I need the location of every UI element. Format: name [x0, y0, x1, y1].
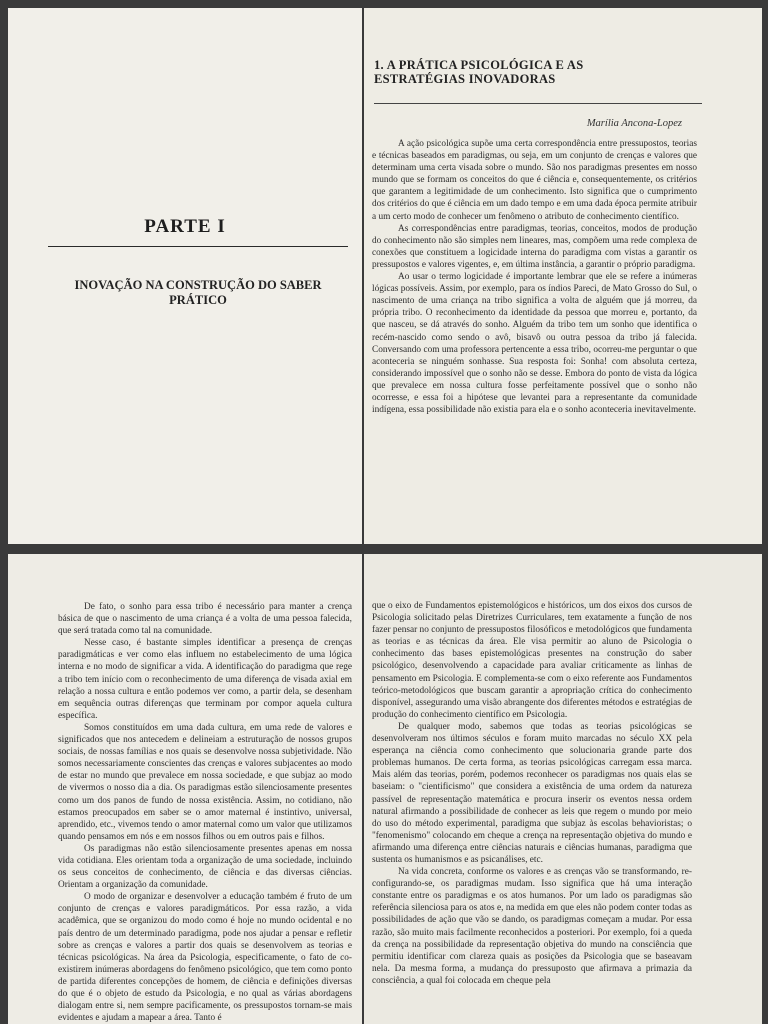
paragraph: que o eixo de Fundamentos epistemológicos e históricos, um dos eixos dos cursos de Psicologia solicitado pelas Diretrizes Curriculares, tem exatamente a função de nos fazer pensar no conjunto de pressupostos filosóficos e metodológicos que fundamenta as teorias e as técnicas da área. Ele visa permitir ao aluno de Psicologia o conhecimento das bases epistemológicas presentes na construção do saber psicológico, desenvolvendo a capacidade para avaliar criticamente as linhas de pensamento em Psicologia. E complementa-se com o eixo referente aos Fundamentos teórico-metodológicos que buscam garantir a apropriação crítica do conhecimento disponível, assegurando uma visão abrangente dos diferentes métodos e estratégias de produção do conhecimento científico em Psicologia.: [372, 601, 692, 720]
lower-right-body: [372, 600, 692, 987]
paragraph: Na vida concreta, conforme os valores e as crenças vão se transformando, re-configurando-se, os paradigmas mudam. Isso significa que há uma interação constante entre os paradigmas e os atos humanos. Por um lado os paradigmas são referência silenciosa para os atos e, na medida em que eles não podem conter todas as possibilidades de ação que vão se dando, os paradigmas começam a mudar. Por essa razão, são muito mais facilmente reconhecidos a posteriori. Por exemplo, foi a queda da crença na possibilidade da representação objetiva do mundo na consciência que permitiu identificar com clareza quais as posições da Psicologia que se baseavam nela. Da mesma forma, a mudança do pressuposto que afirmava a primazia da consciência, a qual foi colocada em cheque pela: [372, 867, 692, 986]
chapter-title: 1. A PRÁTICA PSICOLÓGICA E AS ESTRATÉGIAS INOVADORAS: [374, 58, 584, 86]
paragraph: De qualquer modo, sabemos que todas as teorias psicológicas se desenvolveram nos últimos séculos e foram muito marcadas no século XX pela esperança na ciência como conhecimento que solucionaria grande parte dos problemas humanos. De certa forma, as teorias psicológicas carregam essa marca. Mais além das teorias, porém, podemos reconhecer os paradigmas nos quais elas se baseiam: o "cientificismo" que considera a existência de uma ordem da natureza passível de representação matemática e procura inserir os eventos nessa ordem natural afirmando a possibilidade de conhecer as leis que regem o mundo por meio do uso do método experimental, paradigma que subjaz às escolas behavioristas; o "fenomenismo" colocando em cheque a crença na representação objetiva do mundo e afirmando uma diferença entre ciências naturais e ciências humanas, paradigma que sustenta os humanismos e as psicanálises, etc.: [372, 721, 692, 865]
paragraph: Os paradigmas não estão silenciosamente presentes apenas em nossa vida cotidiana. Eles orientam toda a organização de uma sociedade, incluindo os seus conceitos de conhecimento, de ciência e das diversas ciências. Orientam a organização da comunidade.: [58, 843, 352, 891]
page-lower-right: [364, 554, 762, 1024]
paragraph: Somos constituídos em uma dada cultura, em uma rede de valores e significados que nos antecedem e delineiam a estruturação de nossos grupos sociais, de nossas famílias e nos quais se desenvolve nossa subjetividade. Não somos necessariamente conscientes das crenças e valores subjacentes ao modo de estar no mundo que prevalece em nossa sociedade, e que subjaz ao modo de vivermos o nosso dia a dia. Os paradigmas estão silenciosamente presentes como um dos panos de fundo de nossa existência. Assim, no cotidiano, não estamos preocupados em saber se o amor maternal é instintivo, universal, aprendido, etc., vivemos tendo o amor maternal como um valor que utilizamos quando pensamos em nós e em nossos filhos ou em outros pais e filhos.: [58, 722, 352, 842]
chapter-body: [372, 138, 697, 416]
page-lower-left: [8, 554, 362, 1024]
chapter-author: Marília Ancona-Lopez: [586, 118, 682, 129]
paragraph: Nesse caso, é bastante simples identificar a presença de crenças paradigmáticas e ver como elas influem no estabelecimento de uma lógica interna e no modo de significar a vida. A identificação do paradigma que rege a tribo tem início com o reconhecimento de uma diferença de visada axial em relação a nossa cultura e então podemos ver como, a partir dela, se desenham em sequência outras diferenças que terminam por compor aquela cultura específica.: [58, 638, 352, 721]
part-divider: [48, 246, 348, 247]
lower-left-body: [58, 601, 352, 1024]
part-title: PARTE I: [144, 216, 226, 237]
page-chapter-opening: [364, 8, 762, 544]
paragraph: De fato, o sonho para essa tribo é necessário para manter a crença básica de que o nascimento de uma criança é a volta de uma pessoa falecida, que será tratada como tal na comunidade.: [58, 602, 352, 637]
paragraph: As correspondências entre paradigmas, teorias, conceitos, modos de produção do conhecimento não são simples nem lineares, mas, compõem uma rede complexa de conexões que constituem a logicidade interna do paradigma com vistas a garantir os pressupostos e valores vigentes, e, em última instância, a garantir o próprio paradigma.: [372, 223, 697, 270]
paragraph: O modo de organizar e desenvolver a educação também é fruto de um conjunto de crenças e valores paradigmáticos. Por essa razão, a vida acadêmica, que se organizou do modo como é hoje no mundo ocidental e no país dentro de um determinado paradigma, pode nos ajudar a pensar e refletir sobre as crenças e valores a partir dos quais se desenvolvem as teorias e técnicas psicológicas. Na área da Psicologia, especificamente, o fato de co-existirem inúmeras abordagens do fenômeno psicológico, que tem como ponto de partida diferentes concepções de homem, de ciência e definições diversas do que é o objeto de estudo da Psicologia, e no qual as várias abordagens dialogam entre si, nem sempre pacificamente, os pressupostos tornam-se mais evidentes e ajudam a mapear a área. Tanto é: [58, 892, 352, 1024]
paragraph: Ao usar o termo logicidade é importante lembrar que ele se refere a inúmeras lógicas possíveis. Assim, por exemplo, para os índios Pareci, de Mato Grosso do Sul, o nascimento de uma criança na tribo significa a volta de alguém que já morreu, da própria tribo. O reconhecimento da identidade da pessoa que morreu e, portanto, da que nasceu, se dá através do sonho. Alguém da tribo tem um sonho que identifica o recém-nascido como sendo o avô, bisavô ou outra pessoa da tribo já falecida. Conversando com uma professora pertencente a essa tribo, ocorreu-me perguntar o que aconteceria se ninguém sonhasse. Sua resposta foi: Sonha! com absoluta certeza, considerando impossível que o sonho não se desse. Embora do ponto de vista da lógica que prevalece em nossa cultura fosse perfeitamente possível que o sonho não ocorresse, e essa foi a hipótese que levantei para a representante da comunidade indígena, essa possibilidade não existia para ela e o sonho aconteceria inevitavelmente.: [372, 272, 697, 416]
part-subtitle: INOVAÇÃO NA CONSTRUÇÃO DO SABER PRÁTICO: [74, 278, 322, 307]
page-part-title: [8, 8, 362, 544]
chapter-divider: [374, 103, 702, 104]
paragraph: A ação psicológica supõe uma certa correspondência entre pressupostos, teorias e técnicas baseados em paradigmas, ou seja, em um conjunto de crenças e valores que determinam uma certa visada sobre o mundo. São nos paradigmas presentes em nosso mundo que se formam os conceitos do que é ciência e, consequentemente, os critérios que garantem a legitimidade de um conhecimento. Isto significa que o cumprimento dos critérios do que é ciência em um dado tempo e em uma dada época permite atribuir a um certo modo de conhecer um fenômeno o atributo de conhecimento científico.: [372, 139, 697, 222]
